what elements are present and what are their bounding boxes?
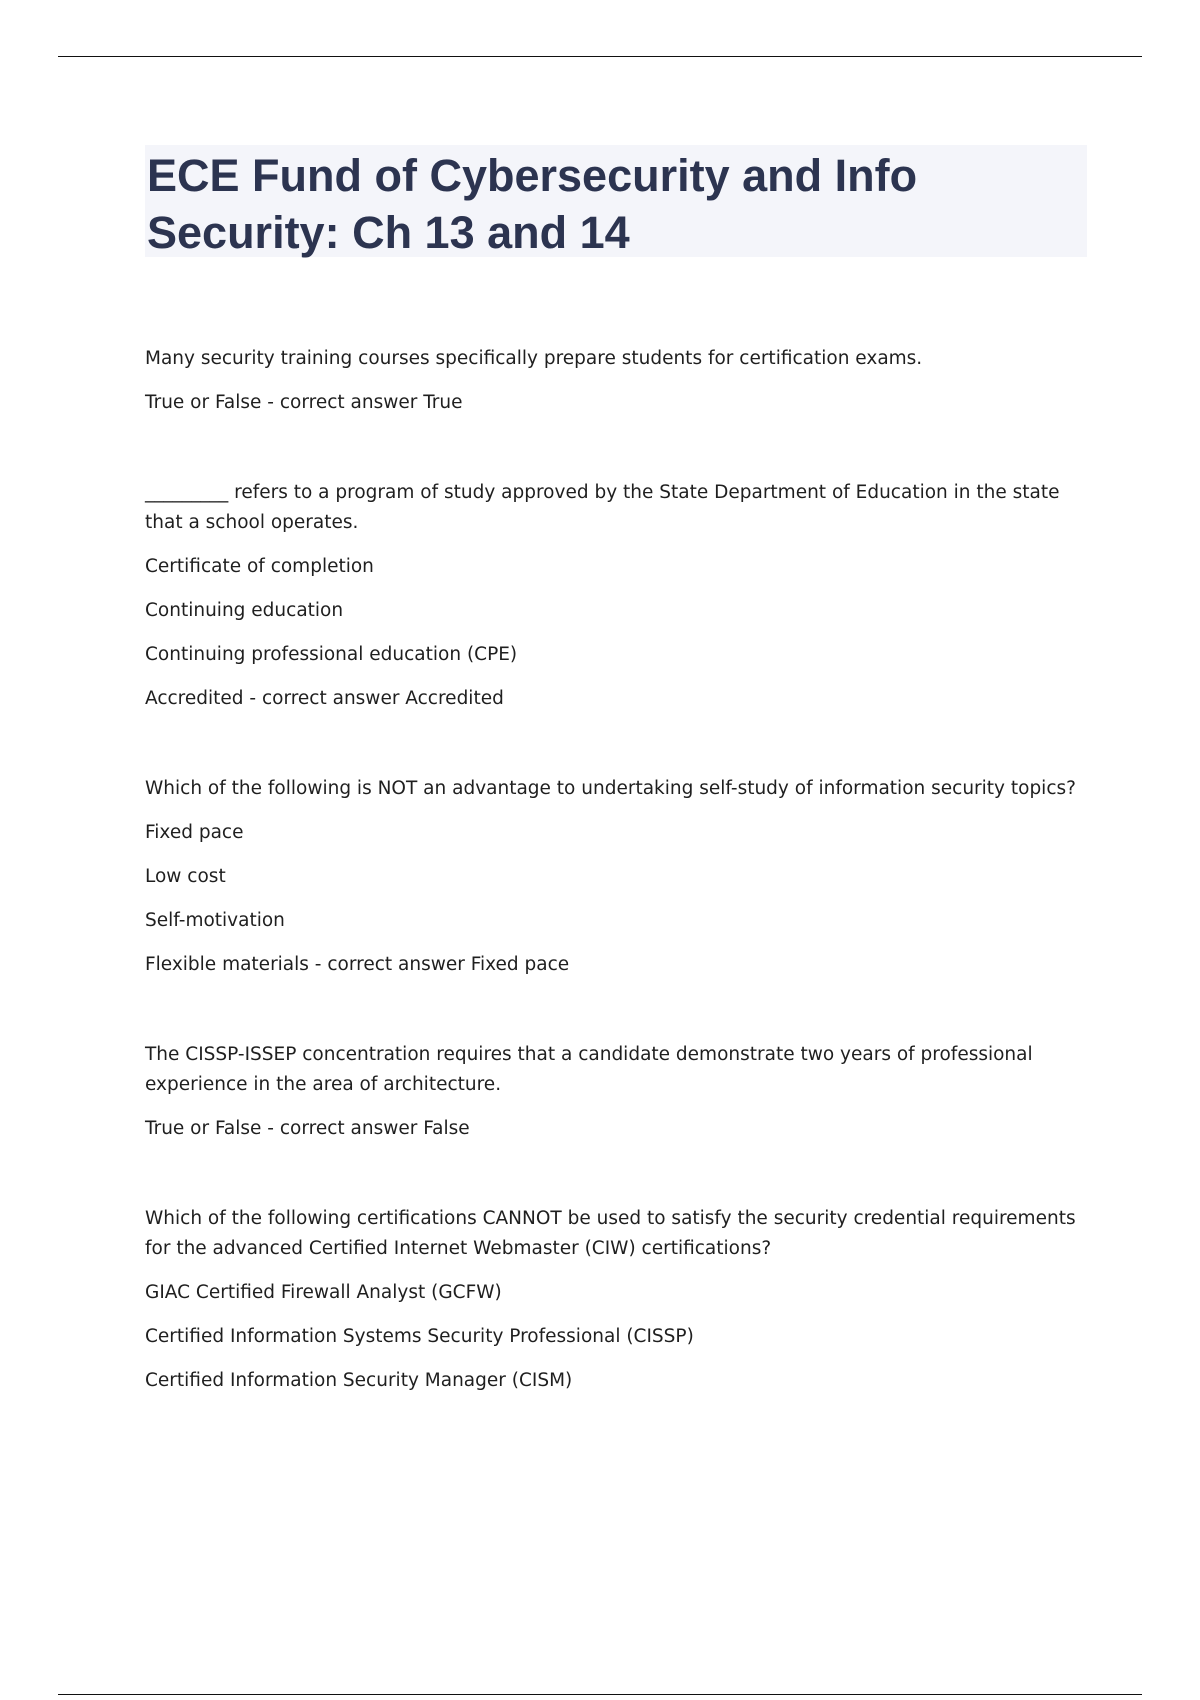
question-4 [145,1040,1095,1144]
option-line: Certified Information Security Manager (CISM) [145,1370,573,1391]
option-line: Continuing professional education (CPE) [145,644,518,665]
document-title: ECE Fund of Cybersecurity and Info Security: Ch 13 and 14 [147,150,918,258]
option-line: Continuing education [145,600,344,621]
option-line: Certificate of completion [145,556,374,577]
question-1 [145,344,1095,418]
question-5 [145,1204,1095,1396]
question-text: _________ refers to a program of study approved by the State Department of Education in the state that a school operates. [145,482,1060,533]
option-line: GIAC Certified Firewall Analyst (GCFW) [145,1282,502,1303]
question-text: Which of the following certifications CANNOT be used to satisfy the security credential requirements for the advanced Certified Internet Webmaster (CIW) certifications? [145,1208,1076,1259]
question-3 [145,774,1095,980]
top-rule [58,56,1142,57]
answer-line: True or False - correct answer False [145,1118,470,1139]
question-list [145,344,1095,1412]
answer-line: Flexible materials - correct answer Fixed pace [145,954,570,975]
option-line: Certified Information Systems Security Professional (CISSP) [145,1326,694,1347]
answer-line: Accredited - correct answer Accredited [145,688,504,709]
option-line: Fixed pace [145,822,244,843]
answer-line: True or False - correct answer True [145,392,463,413]
question-2 [145,478,1095,714]
question-text: Which of the following is NOT an advantage to undertaking self-study of information security topics? [145,778,1076,799]
option-line: Low cost [145,866,226,887]
option-line: Self-motivation [145,910,285,931]
title-block [145,145,1087,257]
question-text: The CISSP-ISSEP concentration requires that a candidate demonstrate two years of professional experience in the area of architecture. [145,1044,1033,1095]
bottom-rule [58,1694,1142,1695]
question-text: Many security training courses specifically prepare students for certification exams. [145,348,923,369]
